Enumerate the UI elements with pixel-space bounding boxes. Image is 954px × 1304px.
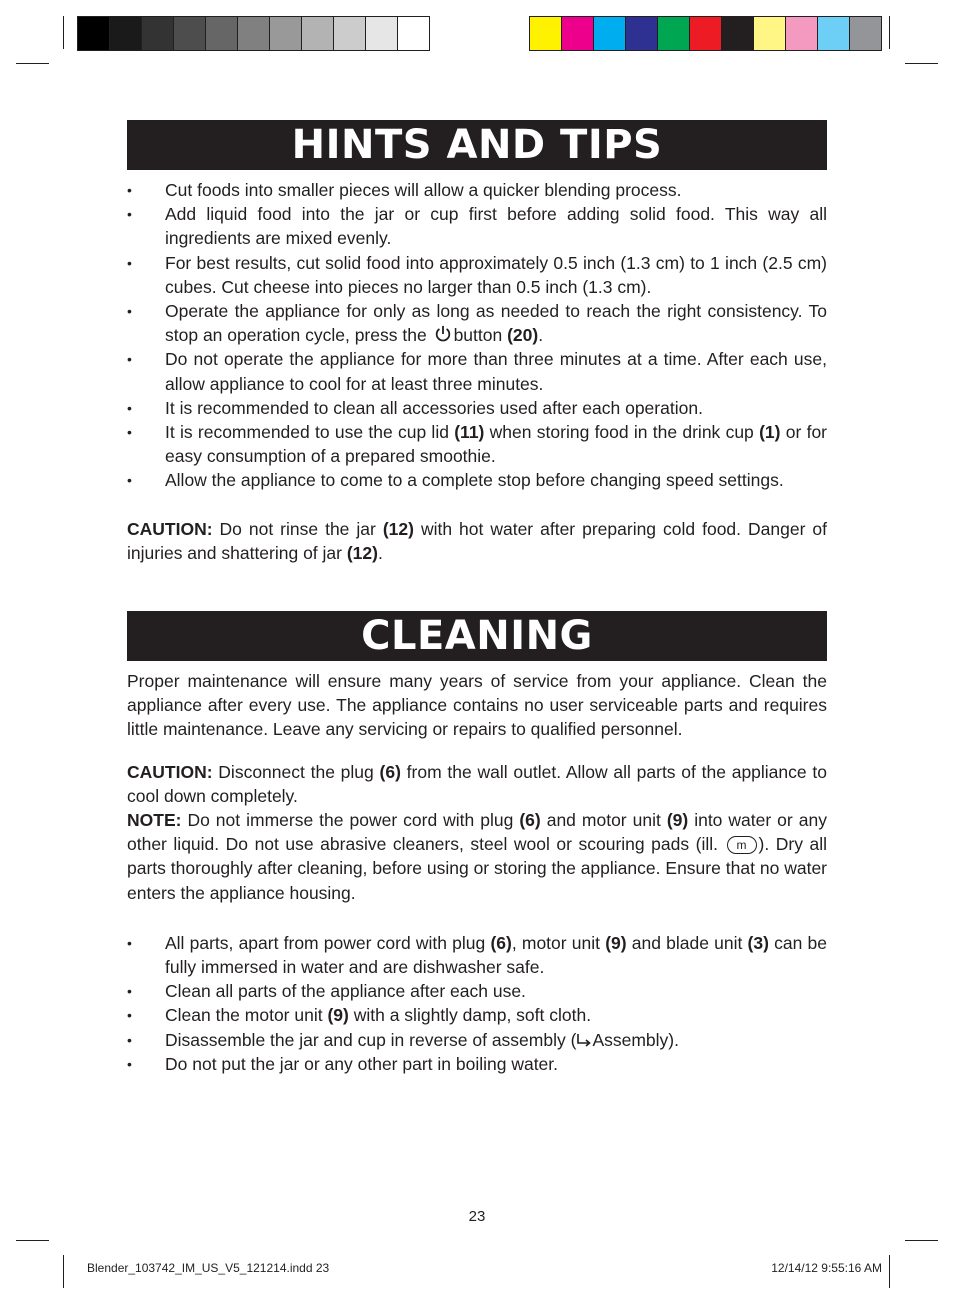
color-swatch [78,17,110,50]
color-swatch [626,17,658,50]
color-swatch [658,17,690,50]
list-item: • Do not operate the appliance for more than three minutes at a time. After each use, allow appliance to cool for at least three minutes. [127,347,827,395]
list-item: • All parts, apart from power cord with plug (6), motor unit (9) and blade unit (3) can be fully immersed in water and are dishwasher safe. [127,931,827,979]
crop-mark [63,1255,64,1288]
page-number: 23 [468,1208,486,1225]
color-swatch [850,17,881,50]
file-slug: Blender_103742_IM_US_V5_121214.indd 23 [87,1261,330,1275]
color-swatch [530,17,562,50]
color-swatch [206,17,238,50]
color-swatch [786,17,818,50]
hints-caution: CAUTION: Do not rinse the jar (12) with hot water after preparing cold food. Danger of injuries and shattering of jar (12). [127,518,827,563]
cleaning-intro: Proper maintenance will ensure many years of service from your appliance. Clean the appliance after every use. The appliance contains no user serviceable parts and requires little maintenance. Leave any servicing or repairs to qualified personnel. [127,671,827,740]
cleaning-caution: CAUTION: Disconnect the plug (6) from the wall outlet. Allow all parts of the appliance to cool down completely. [127,761,827,806]
list-item: • Clean all parts of the appliance after each use. [127,979,827,1003]
color-swatch [722,17,754,50]
list-item: • Clean the motor unit (9) with a slightly damp, soft cloth. [127,1003,827,1027]
crop-mark [63,16,64,49]
hints-title: HINTS AND TIPS [127,120,827,170]
list-item: • Disassemble the jar and cup in reverse of assembly ( Assembly). [127,1028,827,1052]
grayscale-color-bar [77,16,430,51]
color-swatch [562,17,594,50]
cleaning-note: NOTE: Do not immerse the power cord with plug (6) and motor unit (9) into water or any other liquid. Do not use abrasive cleaners, steel wool or scouring pads (ill. m ). Dry all parts thoroughly after cleaning, before using or storing the appliance. Ensure that no water enters the appliance housing. [127,810,827,903]
color-swatch [110,17,142,50]
page-content [127,120,827,1076]
cleaning-title: CLEANING [127,611,827,661]
color-swatch [238,17,270,50]
power-icon [434,325,452,343]
color-swatch [754,17,786,50]
list-item: • Allow the appliance to come to a complete stop before changing speed settings. [127,468,827,492]
list-item: • For best results, cut solid food into approximately 0.5 inch (1.3 cm) to 1 inch (2.5 cm) cubes. Cut cheese into pieces no larger than 0.5 inch (1.3 cm). [127,251,827,299]
color-swatch [270,17,302,50]
color-swatch [302,17,334,50]
illustration-marker-icon: m [727,836,757,854]
process-color-bar [529,16,882,51]
color-swatch [594,17,626,50]
hints-list [127,178,827,493]
color-swatch [142,17,174,50]
color-swatch [690,17,722,50]
color-swatch [334,17,366,50]
color-swatch [398,17,429,50]
color-swatch [366,17,398,50]
crop-mark [905,63,938,64]
crop-mark [905,1240,938,1241]
color-swatch [174,17,206,50]
crop-mark [889,1255,890,1288]
crop-mark [16,1240,49,1241]
list-item: • Do not put the jar or any other part in boiling water. [127,1052,827,1076]
list-item: • It is recommended to use the cup lid (11) when storing food in the drink cup (1) or for easy consumption of a prepared smoothie. [127,420,827,468]
crop-mark [889,16,890,49]
list-item: • Add liquid food into the jar or cup first before adding solid food. This way all ingredients are mixed evenly. [127,202,827,250]
list-item: • Cut foods into smaller pieces will allow a quicker blending process. [127,178,827,202]
cleaning-list [127,931,827,1076]
print-timestamp: 12/14/12 9:55:16 AM [771,1261,882,1275]
list-item: • It is recommended to clean all accessories used after each operation. [127,396,827,420]
color-swatch [818,17,850,50]
crop-mark [16,63,49,64]
list-item: • Operate the appliance for only as long as needed to reach the right consistency. To stop an operation cycle, press the button (20). [127,299,827,347]
cross-reference-arrow-icon [576,1033,592,1047]
